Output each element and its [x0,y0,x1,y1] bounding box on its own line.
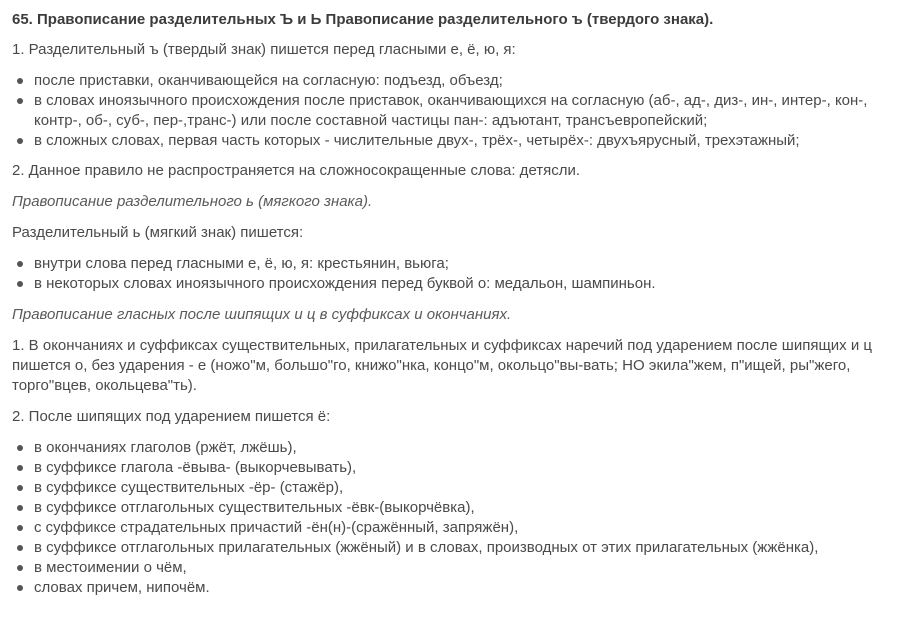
hard-sign-list [12,71,897,151]
soft-sign-intro: Разделительный ь (мягкий знак) пишется: [12,224,304,241]
list-item-text: с суффиксе страдательных причастий -ён(н)-(сражённый, запряжён), [34,519,519,536]
bullet-icon [17,445,23,451]
list-item [12,254,897,274]
vowels-list [12,438,897,598]
list-item [12,274,897,294]
bullet-icon [17,565,23,571]
list-item [12,478,897,498]
list-item-text: в суффиксе отглагольных существительных -ёвк-(выкорчёвка), [34,499,475,516]
list-item-text: в сложных словах, первая часть которых - числительные двух-, трёх-, четырёх-: двухъярусный, трехэтажный; [34,132,800,149]
list-item-text: в словах иноязычного происхождения после приставок, оканчивающихся на согласную (аб-, ад-, диз-, ин-, интер-, кон-, контр-, об-, суб-, пер-,транс-) или после составной частицы пан-: адъютант, трансъевропейский; [34,92,868,129]
list-item [12,71,897,91]
vowels-rule-1: 1. В окончаниях и суффиксах существительных, прилагательных и суффиксах наречий под ударением после шипящих и ц пишется о, без ударения - е (ножо"м, большо"го, книжо"нка, концо"м, окольцо"вы-вать; НО экила"жем, п"ищей, ры"жего, торго"вцев, окольцева"ть). [12,337,872,394]
list-item-text: в некоторых словах иноязычного происхождения перед буквой о: медальон, шампиньон. [34,275,656,292]
hard-sign-rule-2: 2. Данное правило не распространяется на сложносокращенные слова: детясли. [12,162,581,179]
list-item-text: в суффиксе глагола -ёвыва- (выкорчевывать), [34,459,357,476]
bullet-icon [17,78,23,84]
list-item [12,91,897,131]
bullet-icon [17,465,23,471]
list-item-text: в суффиксе существительных -ёр- (стажёр), [34,479,344,496]
bullet-icon [17,138,23,144]
list-item [12,538,897,558]
hard-sign-rule-1: 1. Разделительный ъ (твердый знак) пишется перед гласными е, ё, ю, я: [12,41,516,58]
soft-sign-list [12,254,897,294]
soft-sign-heading: Правописание разделительного ь (мягкого знака). [12,193,373,210]
section-title: 65. Правописание разделительных Ъ и Ь Правописание разделительного ъ (твердого знака). [12,11,714,28]
list-item [12,518,897,538]
list-item [12,498,897,518]
bullet-icon [17,485,23,491]
list-item [12,131,897,151]
bullet-icon [17,505,23,511]
list-item-text: после приставки, оканчивающейся на согласную: подъезд, объезд; [34,72,503,89]
bullet-icon [17,525,23,531]
vowels-heading: Правописание гласных после шипящих и ц в суффиксах и окончаниях. [12,306,512,323]
list-item [12,458,897,478]
list-item-text: в суффиксе отглагольных прилагательных (жжёный) и в словах, производных от этих прилагательных (жжёнка), [34,539,819,556]
bullet-icon [17,545,23,551]
list-item-text: в местоимении о чём, [34,559,187,576]
list-item [12,438,897,458]
bullet-icon [17,585,23,591]
list-item [12,558,897,578]
list-item-text: словах причем, нипочём. [34,579,210,596]
bullet-icon [17,281,23,287]
bullet-icon [17,261,23,267]
list-item-text: в окончаниях глаголов (ржёт, лжёшь), [34,439,297,456]
bullet-icon [17,98,23,104]
vowels-rule-2: 2. После шипящих под ударением пишется ё: [12,408,331,425]
list-item-text: внутри слова перед гласными е, ё, ю, я: крестьянин, вьюга; [34,255,449,272]
list-item [12,578,897,598]
